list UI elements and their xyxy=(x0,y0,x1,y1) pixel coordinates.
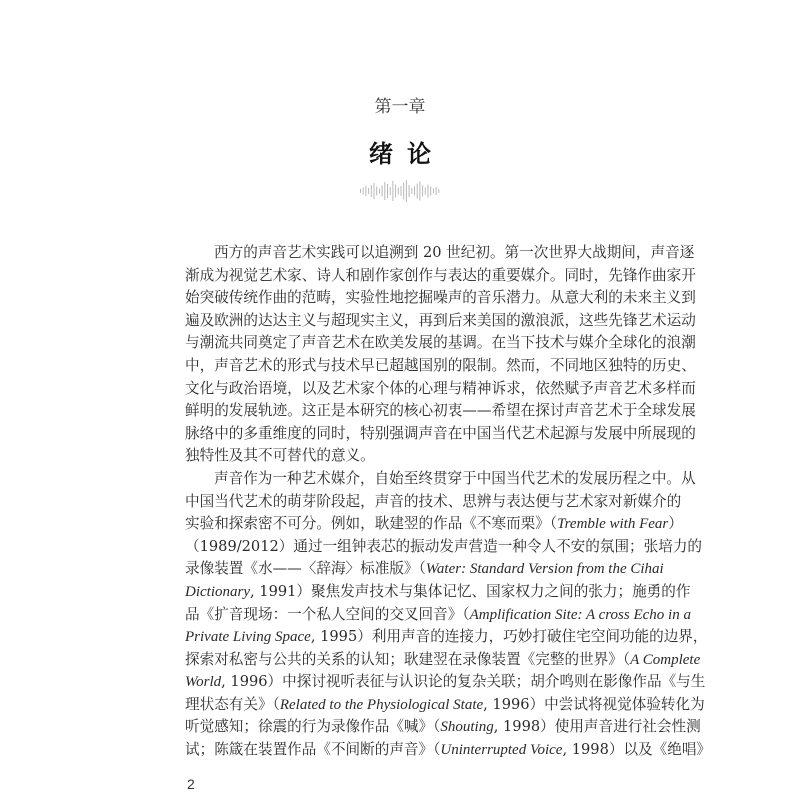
text-segment: 独特性及其不可替代的意义。 xyxy=(185,447,375,465)
text-line xyxy=(185,423,696,446)
text-line xyxy=(185,649,701,672)
text-line xyxy=(185,468,696,491)
wave-bar xyxy=(409,185,410,197)
italic-title: Dictionary xyxy=(185,583,250,600)
text-segment: 试；陈箴在装置作品《不间断的声音》（ xyxy=(185,741,441,759)
wave-bar xyxy=(363,188,364,195)
text-segment: 与潮流共同奠定了声音艺术在欧美发展的基调。在当下技术与媒介全球化的浪潮 xyxy=(185,334,696,352)
text-segment: 中国当代艺术的萌芽阶段起，声音的技术、思辨与表达便与艺术家对新媒介的 xyxy=(185,492,682,510)
wave-bar xyxy=(398,188,399,195)
text-line xyxy=(185,287,696,310)
text-line xyxy=(185,694,705,717)
wave-bar xyxy=(365,186,366,196)
wave-bar xyxy=(425,188,426,195)
text-line xyxy=(185,310,696,333)
body-text xyxy=(185,242,712,762)
italic-title: Amplification Site: A cross Echo in a xyxy=(469,606,691,623)
text-segment: 理状态有关》（ xyxy=(185,695,280,713)
text-segment: 中，声音艺术的形式与技术早已超越国别的限制。然而，不同地区独特的历史、 xyxy=(185,356,696,374)
wave-bar xyxy=(360,189,361,193)
wave-bar xyxy=(392,181,393,201)
wave-bar xyxy=(403,183,404,200)
wave-bar xyxy=(436,187,437,195)
page-number: 2 xyxy=(187,776,195,792)
text-line xyxy=(185,626,708,649)
text-line xyxy=(185,491,682,514)
wave-bar xyxy=(390,187,391,195)
sound-wave-icon xyxy=(358,178,442,204)
italic-title: World xyxy=(185,674,222,691)
text-segment: 品《扩音现场：一个私人空间的交叉回音》（ xyxy=(185,605,470,623)
wave-bar xyxy=(428,185,429,198)
italic-title: Related to the Physiological State xyxy=(279,696,484,713)
text-line xyxy=(185,739,712,762)
wave-bar xyxy=(430,187,431,196)
text-segment: , 1998）使用声音进行社会性测 xyxy=(493,718,701,736)
wave-bar xyxy=(411,188,412,194)
text-line xyxy=(185,716,701,739)
wave-bar xyxy=(438,189,439,193)
text-line xyxy=(185,671,706,694)
text-segment: , 1996）中尝试将视觉体验转化为 xyxy=(483,695,705,713)
wave-bar xyxy=(406,180,407,202)
text-line xyxy=(185,355,696,378)
text-line xyxy=(185,581,691,604)
italic-title: Tremble with Fear xyxy=(557,516,669,533)
text-segment: , 1998）以及《绝唱》 xyxy=(562,741,712,759)
wave-bar xyxy=(395,185,396,198)
text-segment: , 1991）聚焦发声技术与集体记忆、国家权力之间的张力；施勇的作 xyxy=(250,582,691,600)
italic-title: Shouting xyxy=(440,719,494,736)
wave-bar xyxy=(382,186,383,197)
wave-bar xyxy=(414,187,415,196)
wave-bar xyxy=(433,189,434,194)
text-segment: 探索对私密与公共的关系的认知；耿建翌在录像装置《完整的世界》（ xyxy=(185,650,631,668)
text-line xyxy=(185,513,683,536)
text-line xyxy=(185,242,695,265)
text-segment: 文化与政治语境，以及艺术家个体的心理与精神诉求，依然赋予声音艺术多样而 xyxy=(185,379,696,397)
text-segment: 听觉感知；徐震的行为录像作品《喊》（ xyxy=(185,718,441,736)
wave-bar xyxy=(422,186,423,197)
text-segment: 遍及欧洲的达达主义与超现实主义，再到后来美国的激浪派，这些先锋艺术运动 xyxy=(185,311,696,329)
text-segment: 声音作为一种艺术媒介，自始至终贯穿于中国当代艺术的发展历程之中。从 xyxy=(214,469,696,487)
chapter-title: 绪论 xyxy=(369,140,445,168)
italic-title: Water: Standard Version from the Cihai xyxy=(425,561,664,578)
text-segment: 录像装置《水——〈辞海〉标准版》（ xyxy=(185,560,426,578)
text-segment: （1989/2012）通过一组钟表芯的振动发声营造一种令人不安的氛围；张培力的 xyxy=(185,537,703,555)
text-line xyxy=(185,400,696,423)
text-segment: 渐成为视觉艺术家、诗人和剧作家创作与表达的重要媒介。同时，先锋作曲家开 xyxy=(185,266,696,284)
text-line xyxy=(185,536,703,559)
wave-bar xyxy=(374,183,375,199)
italic-title: Private Living Space xyxy=(185,629,311,646)
wave-bar xyxy=(376,187,377,196)
text-segment: 鲜明的发展轨迹。这正是本研究的核心初衷——希望在探讨声音艺术于全球发展 xyxy=(185,402,696,420)
text-line xyxy=(185,445,615,468)
text-line xyxy=(185,604,691,627)
text-line xyxy=(185,332,696,355)
wave-bar xyxy=(371,185,372,197)
text-line xyxy=(185,378,696,401)
text-line xyxy=(185,265,696,288)
text-segment: 西方的声音艺术实践可以追溯到 20 世纪初。第一次世界大战期间，声音逐 xyxy=(214,244,695,261)
text-segment: , 1995）利用声音的连接力，巧妙打破住宅空间功能的边界， xyxy=(310,628,708,646)
wave-bar xyxy=(417,184,418,199)
text-segment: ） xyxy=(668,515,683,533)
wave-bar xyxy=(419,182,420,201)
wave-bar xyxy=(379,189,380,194)
text-segment: 脉络中的多重维度的同时，特别强调声音在中国当代艺术起源与发展中所展现的 xyxy=(185,424,696,442)
wave-bar xyxy=(368,188,369,194)
text-segment: , 1996）中探讨视听表征与认识论的复杂关联；胡介鸣则在影像作品《与生 xyxy=(221,673,706,691)
italic-title: A Complete xyxy=(630,651,701,668)
text-line xyxy=(185,558,664,581)
italic-title: Uninterrupted Voice xyxy=(440,742,563,759)
wave-bar xyxy=(387,184,388,198)
wave-bar xyxy=(401,186,402,196)
chapter-label: 第一章 xyxy=(374,97,426,117)
wave-bar xyxy=(384,182,385,200)
text-segment: 实验和探索密不可分。例如，耿建翌的作品《不寒而栗》（ xyxy=(185,515,558,533)
text-segment: 始突破传统作曲的范畴，实验性地挖掘噪声的音乐潜力。从意大利的未来主义到 xyxy=(185,289,696,307)
